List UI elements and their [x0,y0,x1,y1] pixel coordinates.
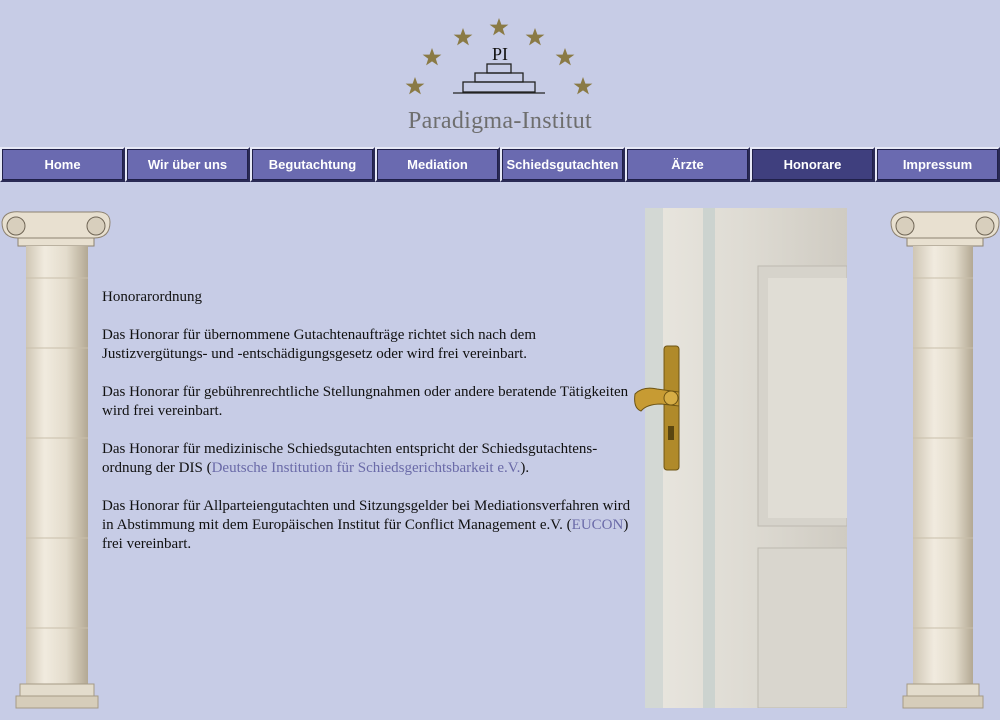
star-icon [454,28,473,45]
link-eucon[interactable]: EUCON [571,517,624,533]
nav-aerzte[interactable]: Ärzte [625,147,750,182]
logo-name: Paradigma-Institut [407,108,593,134]
star-icon [526,28,545,45]
paragraph-text: Das Honorar für Allparteiengutachten und Sitzungsgelder bei Mediationsverfahren wird in Abstimmung mit dem Europäischen Institut für Conflict Management e.V. ( [102,498,631,533]
logo [395,12,605,137]
star-icon [406,77,425,94]
paragraph-gutachten: Das Honorar für übernommene Gutachtenaufträge richtet sich nach dem Justizvergütungs- und -entschädigungsgesetz oder wird frei vereinbart. [102,327,536,362]
paragraph-text: Das Honorar für medizinische Schiedsgutachten entspricht der Schiedsgutachtensordnung der DIS ( [102,441,598,476]
column-right-image [889,208,1000,710]
nav-impressum[interactable]: Impressum [875,147,1000,182]
nav-schiedsgutachten[interactable]: Schiedsgutachten [500,147,625,182]
paragraph-schiedsgutachten [102,440,642,478]
logo-initials: PI [491,44,508,64]
star-icon [574,77,593,94]
star-icon [490,18,509,35]
paragraph-text: ). [520,460,530,476]
nav-honorare[interactable]: Honorare [750,147,875,182]
paragraph-allparteiengutachten [102,497,642,554]
paragraph-stellungnahmen: Das Honorar für gebührenrechtliche Stellungnahmen oder andere beratende Tätigkeiten wird frei vereinbart. [102,384,629,419]
paragraph-text: ) frei vereinbart. [102,517,629,552]
column-left-image [0,208,112,710]
main-content [102,288,642,573]
page-heading: Honorarordnung [102,289,202,305]
nav-mediation[interactable]: Mediation [375,147,500,182]
door-image [633,208,847,708]
steps-icon [453,64,545,93]
nav-begutachtung[interactable]: Begutachtung [250,147,375,182]
nav-wir-ueber-uns[interactable]: Wir über uns [125,147,250,182]
link-dis[interactable]: Deutsche Institution für Schiedsgerichtsbarkeit e.V. [211,460,521,476]
main-navigation [0,147,1000,182]
nav-home[interactable]: Home [0,147,125,182]
